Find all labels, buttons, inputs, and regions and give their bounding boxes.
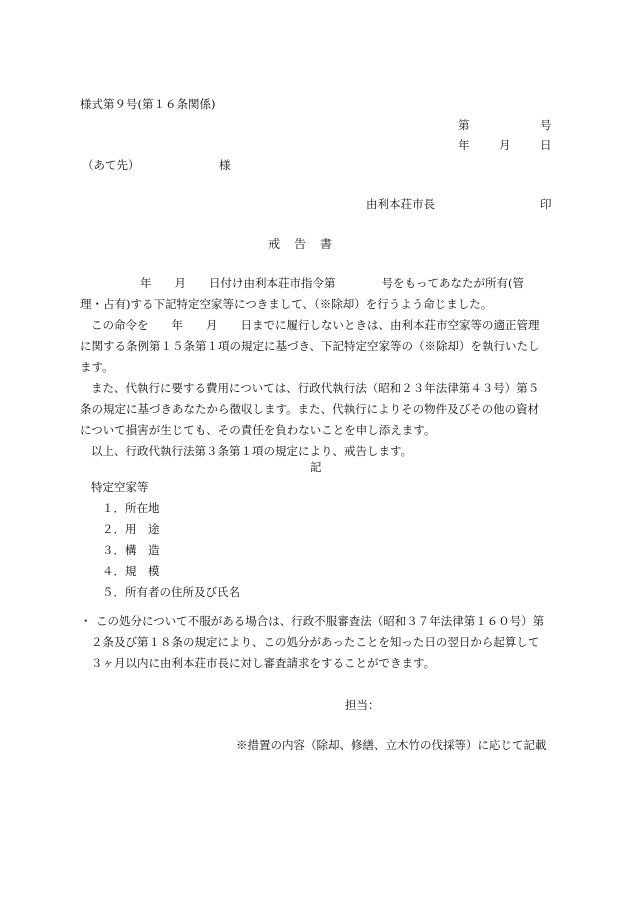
property-item-owner: ５．所有者の住所及び氏名: [102, 585, 240, 599]
body-paragraph-2: [80, 315, 552, 378]
date-day: 日: [540, 138, 552, 152]
addressee-honorific: 様: [219, 158, 231, 172]
body-p4-line: 以上、行政代執行法第３条第１項の規定により、戒告します。: [91, 444, 413, 458]
addressee-label: （あて先）: [82, 158, 140, 172]
form-number: 様式第９号(第１６条関係): [80, 97, 216, 111]
ki-heading: 記: [310, 460, 322, 474]
doc-number-suffix: 号: [540, 118, 552, 132]
footnote: ※措置の内容（除却、修繕、立木竹の伐採等）に応じて記載: [236, 738, 547, 752]
property-item-location: １．所在地: [102, 501, 160, 515]
body-p3-line3: について損害が生じても、その責任を負わないことを申し添えます。: [80, 423, 436, 437]
body-paragraph-4: [80, 441, 552, 462]
property-item-use: ２．用 途: [102, 522, 160, 536]
body-p3-line2: 条の規定に基づきあなたから徴収します。また、代執行によりその物件及びその他の資材: [80, 402, 540, 416]
body-p1-line2: 理・占有)する下記特定空家等につきまして、（※除却）を行うよう命じました。: [80, 297, 493, 311]
body-p2-line1: この命令を 年 月 日までに履行しないときは、由利本荘市空家等の適正管理: [91, 318, 540, 332]
body-p1-line1: 年 月 日付け由利本荘市指令第 号をもってあなたが所有(管: [140, 276, 524, 290]
body-paragraph-3: [80, 378, 552, 441]
note-line3: ３ヶ月以内に由利本荘市長に対し審査請求をすることができます。: [91, 656, 436, 670]
document-title: 戒 告 書: [268, 237, 334, 251]
body-p2-line3: ます。: [80, 360, 114, 374]
note-line2: ２条及び第１８条の規定により、この処分があったことを知った日の翌日から起算して: [91, 635, 540, 649]
issuer-name: 由利本荘市長: [366, 197, 435, 211]
body-p3-line1: また、代執行に要する費用については、行政代執行法（昭和２３年法律第４３号）第５: [91, 381, 540, 395]
doc-number-prefix: 第: [458, 118, 470, 132]
note-line1: この処分について不服がある場合は、行政不服審査法（昭和３７年法律第１６０号）第: [96, 614, 545, 628]
property-item-scale: ４．規 模: [102, 564, 160, 578]
date-year: 年: [458, 138, 470, 152]
contact-label: 担当：: [345, 698, 380, 712]
property-heading: 特定空家等: [91, 480, 149, 494]
body-p2-line2: に関する条例第１５条第１項の規定に基づき、下記特定空家等の（※除却）を執行いたし: [80, 339, 540, 353]
appeal-note: [91, 611, 552, 674]
note-bullet: ・: [80, 614, 92, 628]
date-month: 月: [499, 138, 511, 152]
body-paragraph-1: [80, 273, 552, 315]
seal-mark: 印: [540, 197, 552, 211]
property-item-structure: ３．構 造: [102, 543, 160, 557]
